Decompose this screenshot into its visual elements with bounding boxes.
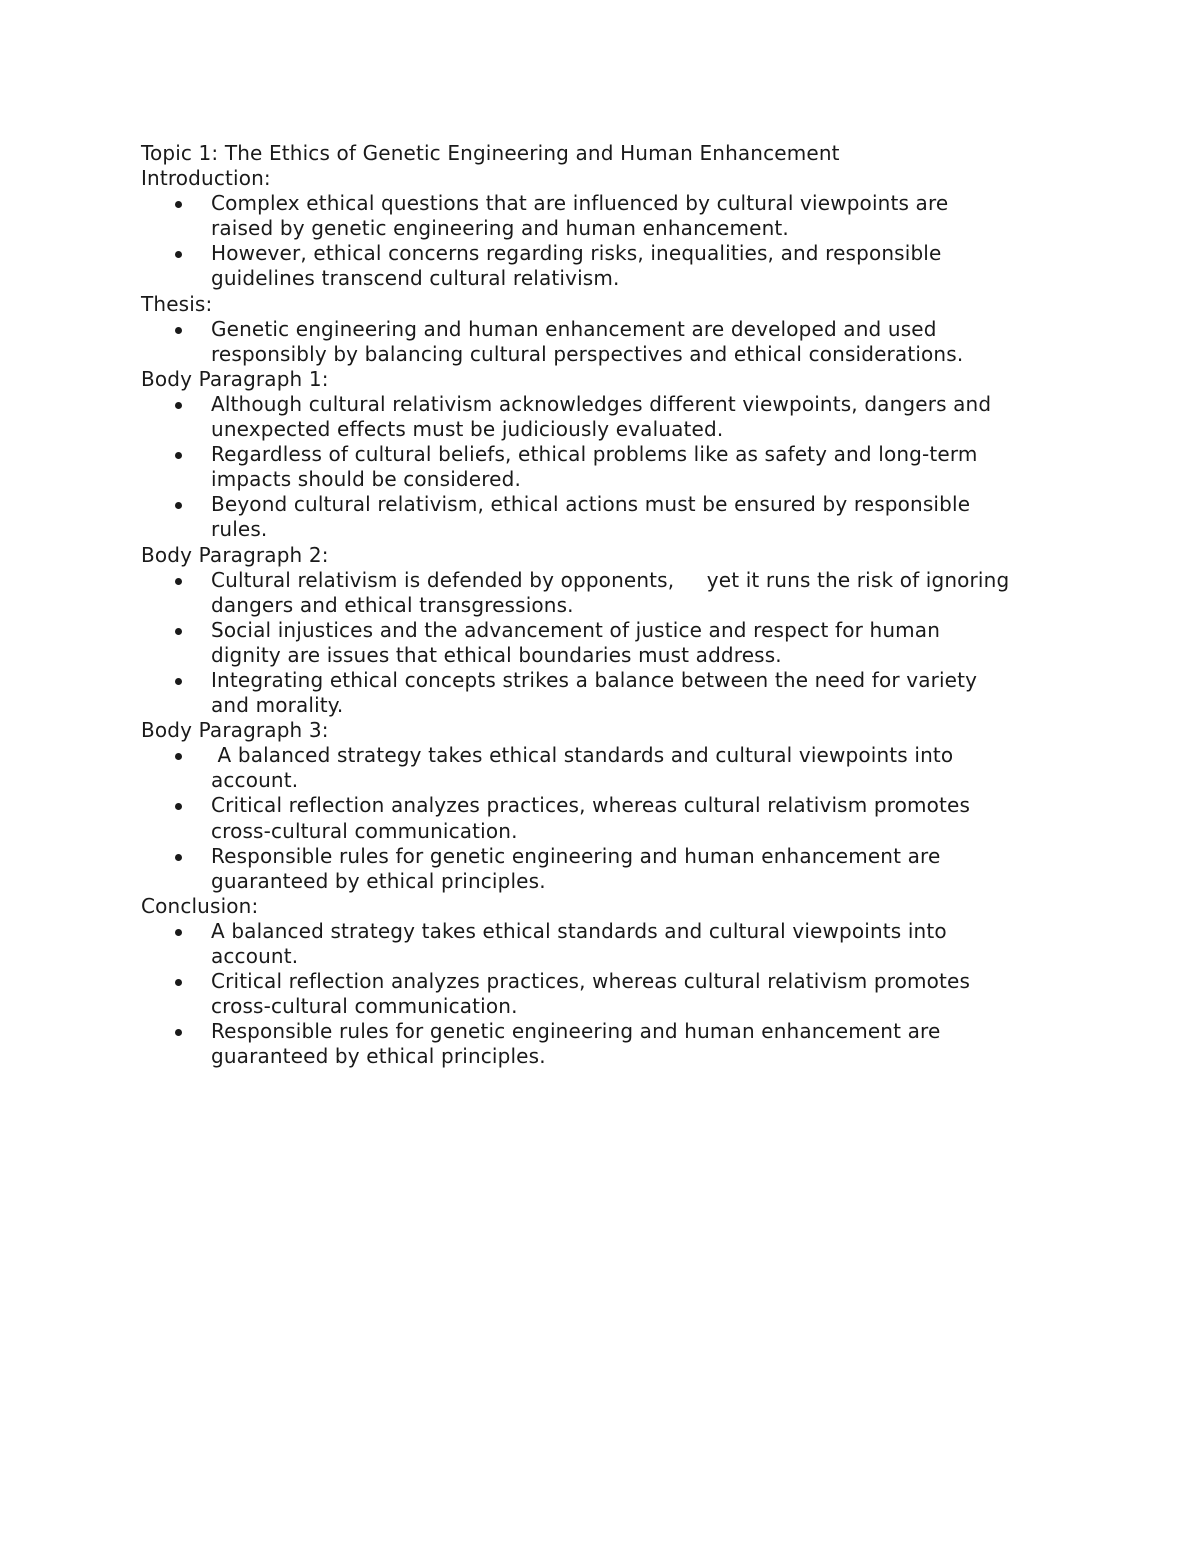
bullet-list	[141, 568, 1071, 719]
bullet-text	[211, 969, 1071, 1019]
bullet-dot-icon	[175, 327, 182, 334]
bullet-text-line: responsibly by balancing cultural perspectives and ethical considerations.	[211, 341, 964, 366]
bullet-text	[211, 191, 1071, 241]
bullet-text-line: Cultural relativism is defended by opponents, yet it runs the risk of ignoring	[211, 567, 1010, 592]
bullet-text-line: Responsible rules for genetic engineering and human enhancement are	[211, 843, 941, 868]
section-heading: Introduction:	[141, 166, 271, 191]
bullet-item	[141, 743, 1071, 793]
bullet-item	[141, 568, 1071, 618]
bullet-item	[141, 191, 1071, 241]
bullet-dot-icon	[175, 979, 182, 986]
bullet-text-line: Complex ethical questions that are influenced by cultural viewpoints are	[211, 191, 949, 216]
outline-section	[141, 292, 1071, 367]
document-title: Topic 1: The Ethics of Genetic Engineering and Human Enhancement	[141, 141, 840, 165]
section-heading: Thesis:	[141, 291, 213, 316]
bullet-item	[141, 844, 1071, 894]
bullet-list	[141, 919, 1071, 1070]
document-body	[141, 166, 1071, 1069]
bullet-text-line: Although cultural relativism acknowledges different viewpoints, dangers and	[211, 391, 992, 416]
document-page	[141, 141, 1071, 1069]
bullet-dot-icon	[175, 452, 182, 459]
bullet-item	[141, 919, 1071, 969]
bullet-dot-icon	[175, 402, 182, 409]
outline-section	[141, 166, 1071, 291]
bullet-text	[211, 317, 1071, 367]
bullet-text-line: guidelines transcend cultural relativism.	[211, 266, 620, 291]
bullet-text-line: impacts should be considered.	[211, 467, 521, 492]
bullet-text-line: guaranteed by ethical principles.	[211, 868, 546, 893]
outline-section	[141, 894, 1071, 1070]
bullet-dot-icon	[175, 929, 182, 936]
bullet-dot-icon	[175, 1029, 182, 1036]
bullet-dot-icon	[175, 251, 182, 258]
outline-section	[141, 543, 1071, 719]
bullet-dot-icon	[175, 678, 182, 685]
bullet-list	[141, 392, 1071, 543]
bullet-list	[141, 191, 1071, 291]
bullet-text-line: Genetic engineering and human enhancement are developed and used	[211, 316, 937, 341]
bullet-text	[211, 919, 1071, 969]
bullet-text-line: unexpected effects must be judiciously evaluated.	[211, 417, 724, 442]
bullet-text-line: raised by genetic engineering and human enhancement.	[211, 216, 789, 241]
bullet-item	[141, 241, 1071, 291]
section-heading: Body Paragraph 2:	[141, 542, 329, 567]
outline-section	[141, 718, 1071, 894]
bullet-item	[141, 317, 1071, 367]
bullet-text-line: rules.	[211, 517, 268, 542]
bullet-text-line: Responsible rules for genetic engineering and human enhancement are	[211, 1019, 941, 1044]
outline-section	[141, 367, 1071, 543]
section-heading: Body Paragraph 3:	[141, 718, 329, 743]
bullet-text-line: and morality.	[211, 693, 344, 718]
bullet-text-line: guaranteed by ethical principles.	[211, 1044, 546, 1069]
bullet-text	[211, 1019, 1071, 1069]
bullet-text	[211, 668, 1071, 718]
bullet-item	[141, 492, 1071, 542]
bullet-dot-icon	[175, 578, 182, 585]
bullet-text	[211, 241, 1071, 291]
bullet-item	[141, 442, 1071, 492]
bullet-text-line: A balanced strategy takes ethical standards and cultural viewpoints into	[211, 743, 954, 768]
bullet-text	[211, 793, 1071, 843]
bullet-text-line: Critical reflection analyzes practices, whereas cultural relativism promotes	[211, 793, 971, 818]
bullet-dot-icon	[175, 854, 182, 861]
bullet-text	[211, 743, 1071, 793]
bullet-item	[141, 969, 1071, 1019]
bullet-text-line: account.	[211, 768, 299, 793]
bullet-item	[141, 793, 1071, 843]
bullet-text-line: Social injustices and the advancement of justice and respect for human	[211, 617, 941, 642]
bullet-text-line: cross-cultural communication.	[211, 818, 518, 843]
bullet-item	[141, 392, 1071, 442]
section-heading: Body Paragraph 1:	[141, 366, 329, 391]
bullet-text-line: dignity are issues that ethical boundaries must address.	[211, 642, 782, 667]
section-heading: Conclusion:	[141, 893, 259, 918]
bullet-text-line: cross-cultural communication.	[211, 994, 518, 1019]
bullet-text	[211, 392, 1071, 442]
bullet-dot-icon	[175, 628, 182, 635]
bullet-dot-icon	[175, 803, 182, 810]
bullet-dot-icon	[175, 753, 182, 760]
bullet-text	[211, 568, 1071, 618]
bullet-text-line: Critical reflection analyzes practices, whereas cultural relativism promotes	[211, 969, 971, 994]
bullet-text-line: dangers and ethical transgressions.	[211, 592, 574, 617]
bullet-text-line: Regardless of cultural beliefs, ethical problems like as safety and long-term	[211, 442, 978, 467]
bullet-list	[141, 743, 1071, 894]
bullet-dot-icon	[175, 201, 182, 208]
bullet-text-line: Integrating ethical concepts strikes a balance between the need for variety	[211, 667, 978, 692]
bullet-item	[141, 1019, 1071, 1069]
bullet-text-line: A balanced strategy takes ethical standards and cultural viewpoints into	[211, 918, 947, 943]
bullet-text	[211, 492, 1071, 542]
bullet-text	[211, 844, 1071, 894]
bullet-text	[211, 618, 1071, 668]
bullet-dot-icon	[175, 502, 182, 509]
bullet-text-line: account.	[211, 944, 299, 968]
bullet-text-line: Beyond cultural relativism, ethical actions must be ensured by responsible	[211, 492, 971, 517]
bullet-item	[141, 618, 1071, 668]
bullet-list	[141, 317, 1071, 367]
bullet-item	[141, 668, 1071, 718]
bullet-text-line: However, ethical concerns regarding risks, inequalities, and responsible	[211, 241, 942, 266]
bullet-text	[211, 442, 1071, 492]
